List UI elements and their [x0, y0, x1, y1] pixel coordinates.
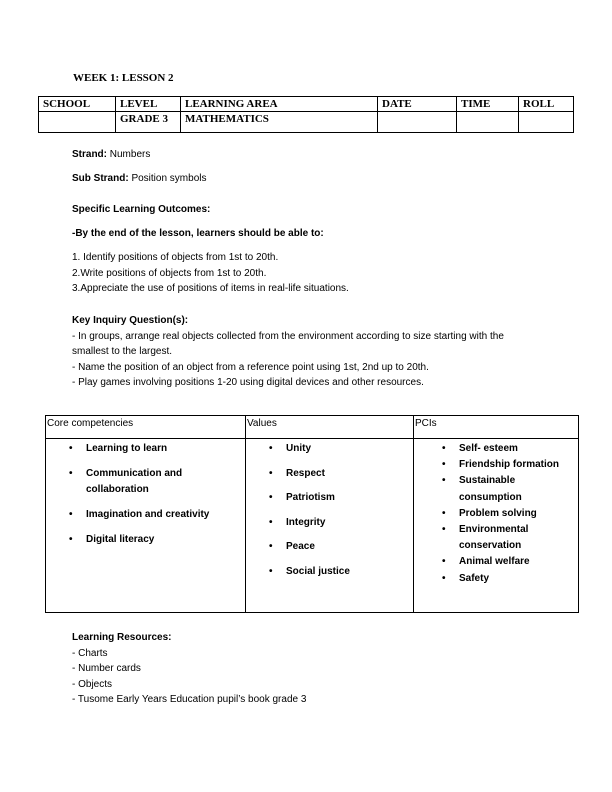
resource-item: - Objects — [72, 678, 113, 690]
core-competencies-cell — [46, 439, 246, 613]
value-school — [39, 112, 116, 133]
competencies-body-row — [46, 439, 579, 613]
inquiry-item-3: - Play games involving positions 1-20 using digital devices and other resources. — [72, 377, 424, 388]
core-competencies-header: Core competencies — [46, 416, 246, 439]
header-roll: ROLL — [519, 97, 574, 112]
header-table — [38, 96, 574, 133]
competencies-table — [45, 415, 579, 613]
competencies-header-row — [46, 416, 579, 439]
value-row — [39, 112, 574, 133]
pcis-cell — [414, 439, 579, 613]
value-time — [457, 112, 519, 133]
list-item: • Environmental conservation — [442, 524, 529, 552]
header-school: SCHOOL — [39, 97, 116, 112]
resource-item: - Number cards — [72, 663, 141, 675]
list-item: • Friendship formation — [442, 459, 559, 471]
outcomes-section — [72, 202, 349, 297]
resource-item: - Charts — [72, 647, 108, 659]
sub-strand-label: Sub Strand: — [72, 173, 129, 184]
list-item: • Digital literacy — [69, 534, 155, 545]
inquiry-item-1: - In groups, arrange real objects collected from the environment according to size starting with the smallest to the largest. — [72, 330, 504, 357]
values-header: Values — [246, 416, 414, 439]
value-roll — [519, 112, 574, 133]
list-item: • Integrity — [269, 516, 326, 528]
values-cell — [246, 439, 414, 613]
list-item: • Patriotism — [269, 492, 335, 503]
outcome-item-3: 3.Appreciate the use of positions of items in real-life situations. — [72, 283, 349, 294]
lesson-title: WEEK 1: LESSON 2 — [73, 72, 174, 84]
list-item: • Self- esteem — [442, 443, 518, 454]
list-item: • Unity — [269, 443, 311, 454]
header-date: DATE — [378, 97, 457, 112]
header-level: LEVEL — [116, 97, 181, 112]
list-item: • Communication and collaboration — [69, 468, 183, 495]
sub-strand-value: Position symbols — [128, 173, 207, 184]
list-item: • Social justice — [269, 565, 350, 577]
outcome-item-1: 1. Identify positions of objects from 1st to 20th. — [72, 252, 279, 263]
inquiry-item-2: - Name the position of an object from a reference point using 1st, 2nd up to 20th. — [72, 361, 429, 373]
list-item: • Animal welfare — [442, 556, 530, 568]
list-item: • Peace — [269, 541, 315, 552]
outcome-item-2: 2.Write positions of objects from 1st to 20th. — [72, 267, 267, 279]
list-item: • Respect — [269, 467, 325, 479]
outcomes-intro: -By the end of the lesson, learners should be able to: — [72, 227, 324, 239]
strand-label: Strand: — [72, 149, 107, 160]
resources-heading: Learning Resources: — [72, 632, 172, 643]
strand-value: Numbers — [107, 149, 151, 160]
header-time: TIME — [457, 97, 519, 112]
outcomes-heading: Specific Learning Outcomes: — [72, 204, 211, 215]
value-level: GRADE 3 — [116, 112, 181, 133]
list-item: • Learning to learn — [69, 443, 168, 454]
value-date — [378, 112, 457, 133]
list-item: • Imagination and creativity — [69, 509, 210, 520]
list-item: • Safety — [442, 572, 490, 584]
list-item: • Problem solving — [442, 507, 537, 519]
resources-section — [72, 630, 306, 708]
sub-strand-line — [72, 171, 206, 187]
header-row — [39, 97, 574, 112]
header-learning-area: LEARNING AREA — [181, 97, 378, 112]
inquiry-section — [72, 313, 542, 391]
inquiry-heading: Key Inquiry Question(s): — [72, 315, 189, 326]
value-learning-area: MATHEMATICS — [181, 112, 378, 133]
resource-item: - Tusome Early Years Education pupil’s book grade 3 — [72, 694, 307, 706]
pcis-header: PCIs — [414, 416, 579, 439]
strand-line — [72, 147, 150, 163]
list-item: • Sustainable consumption — [442, 475, 522, 503]
